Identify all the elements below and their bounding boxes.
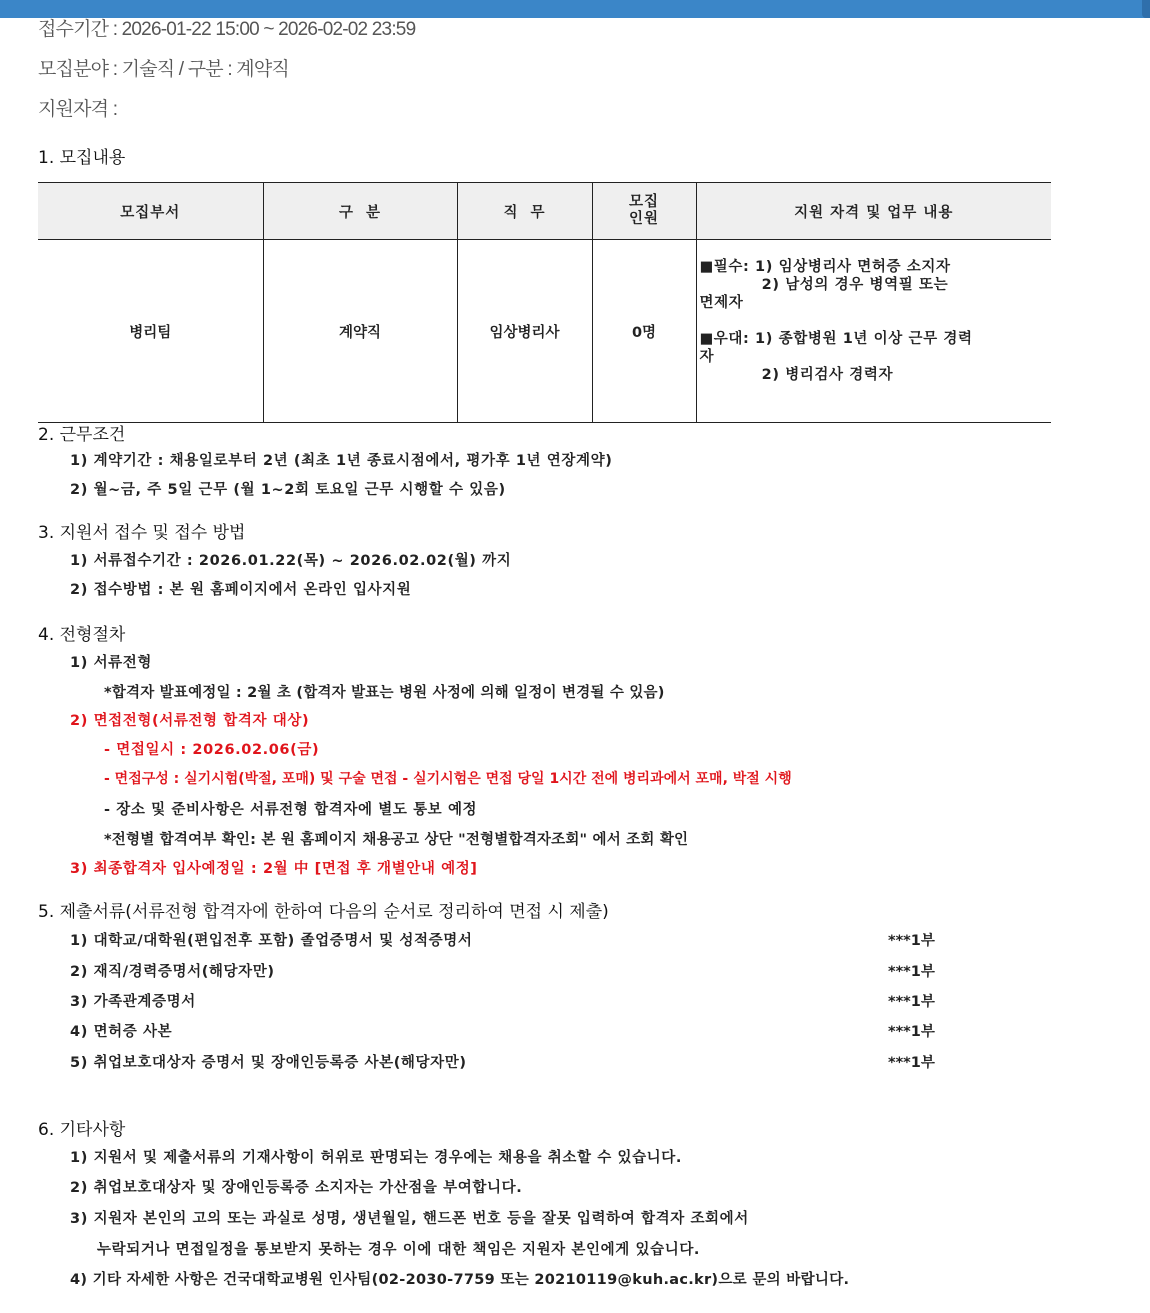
period-text: 접수기간 : 2026-01-22 15:00 ~ 2026-02-02 23:59 — [38, 19, 416, 40]
s5-item: 4) 면허증 사본 — [70, 1024, 173, 1040]
desc-line: 2) 병리검사 경력자 — [699, 367, 894, 383]
section6-title: 6. 기타사항 — [38, 1120, 126, 1140]
qualification-text: 지원자격 : — [38, 99, 118, 120]
s5-qty: ***1부 — [888, 933, 935, 949]
section3-title: 3. 지원서 접수 및 접수 방법 — [38, 523, 246, 543]
desc-line: 면제자 — [699, 295, 744, 311]
desc-line: 2) 남성의 경우 병역필 또는 — [699, 277, 949, 293]
section4-title: 4. 전형절차 — [38, 625, 126, 645]
cell-type: 계약직 — [263, 240, 457, 423]
s4-line: 3) 최종합격자 입사예정일 : 2월 中 [면접 후 개별안내 예정] — [70, 861, 478, 877]
top-bar-cap — [1142, 0, 1150, 18]
s4-line: *합격자 발표예정일 : 2월 초 (합격자 발표는 병원 사정에 의해 일정이 변경될 수 있음) — [104, 685, 665, 701]
s5-qty: ***1부 — [888, 1055, 935, 1071]
s2-line: 2) 월~금, 주 5일 근무 (월 1~2회 토요일 근무 시행할 수 있음) — [70, 482, 506, 498]
col-type: 구 분 — [263, 183, 457, 240]
cell-job: 임상병리사 — [457, 240, 592, 423]
col-dept: 모집부서 — [38, 183, 263, 240]
s5-item: 2) 재직/경력증명서(해당자만) — [70, 964, 275, 980]
section2-title: 2. 근무조건 — [38, 425, 126, 445]
desc-line: ■우대: 1) 종합병원 1년 이상 근무 경력 — [699, 331, 973, 347]
table-header-row — [38, 183, 1051, 240]
s5-qty: ***1부 — [888, 964, 935, 980]
col-job: 직 무 — [457, 183, 592, 240]
s4-line: - 면접구성 : 실기시험(박절, 포매) 및 구술 면접 - 실기시험은 면접 당일 1시간 전에 병리과에서 포매, 박절 시행 — [104, 771, 792, 787]
s6-line: 누락되거나 면접일정을 통보받지 못하는 경우 이에 대한 책임은 지원자 본인에게 있습니다. — [97, 1242, 701, 1258]
s5-item: 1) 대학교/대학원(편입전후 포함) 졸업증명서 및 성적증명서 — [70, 933, 473, 949]
col-count: 모집 인원 — [592, 183, 696, 240]
cell-count: 0명 — [592, 240, 696, 423]
s5-qty: ***1부 — [888, 994, 935, 1010]
s5-qty: ***1부 — [888, 1024, 935, 1040]
s4-line: 2) 면접전형(서류전형 합격자 대상) — [70, 713, 310, 729]
s3-line: 1) 서류접수기간 : 2026.01.22(목) ~ 2026.02.02(월) 까지 — [70, 553, 512, 569]
s5-item: 5) 취업보호대상자 증명서 및 장애인등록증 사본(해당자만) — [70, 1055, 467, 1071]
s4-line: - 장소 및 준비사항은 서류전형 합격자에 별도 통보 예정 — [104, 802, 478, 818]
desc-line: ■필수: 1) 임상병리사 면허증 소지자 — [699, 259, 951, 275]
desc-line — [700, 312, 1048, 330]
recruit-table — [38, 182, 1051, 423]
s6-line: 3) 지원자 본인의 고의 또는 과실로 성명, 생년월일, 핸드폰 번호 등을 잘못 입력하여 합격자 조회에서 — [70, 1211, 749, 1227]
s6-line: 4) 기타 자세한 사항은 건국대학교병원 인사팀(02-2030-7759 또는 20210119@kuh.ac.kr)으로 문의 바랍니다. — [70, 1272, 850, 1288]
s4-line: *전형별 합격여부 확인: 본 원 홈페이지 채용공고 상단 "전형별합격자조회" 에서 조회 확인 — [104, 832, 689, 848]
s4-line: - 면접일시 : 2026.02.06(금) — [104, 742, 320, 758]
section5-title: 5. 제출서류(서류전형 합격자에 한하여 다음의 순서로 정리하여 면접 시 제출) — [38, 902, 609, 922]
field-text: 모집분야 : 기술직 / 구분 : 계약직 — [38, 59, 289, 80]
s2-line: 1) 계약기간 : 채용일로부터 2년 (최초 1년 종료시점에서, 평가후 1년 연장계약) — [70, 453, 613, 469]
s6-line: 1) 지원서 및 제출서류의 기재사항이 허위로 판명되는 경우에는 채용을 취소할 수 있습니다. — [70, 1150, 683, 1166]
table-row — [38, 240, 1051, 423]
s4-line: 1) 서류전형 — [70, 655, 152, 671]
cell-desc — [696, 240, 1051, 423]
desc-line: 자 — [699, 349, 715, 365]
s6-line: 2) 취업보호대상자 및 장애인등록증 소지자는 가산점을 부여합니다. — [70, 1180, 523, 1196]
cell-dept: 병리팀 — [38, 240, 263, 423]
s3-line: 2) 접수방법 : 본 원 홈페이지에서 온라인 입사지원 — [70, 582, 412, 598]
section1-title: 1. 모집내용 — [38, 148, 126, 168]
s5-item: 3) 가족관계증명서 — [70, 994, 196, 1010]
col-desc: 지원 자격 및 업무 내용 — [696, 183, 1051, 240]
